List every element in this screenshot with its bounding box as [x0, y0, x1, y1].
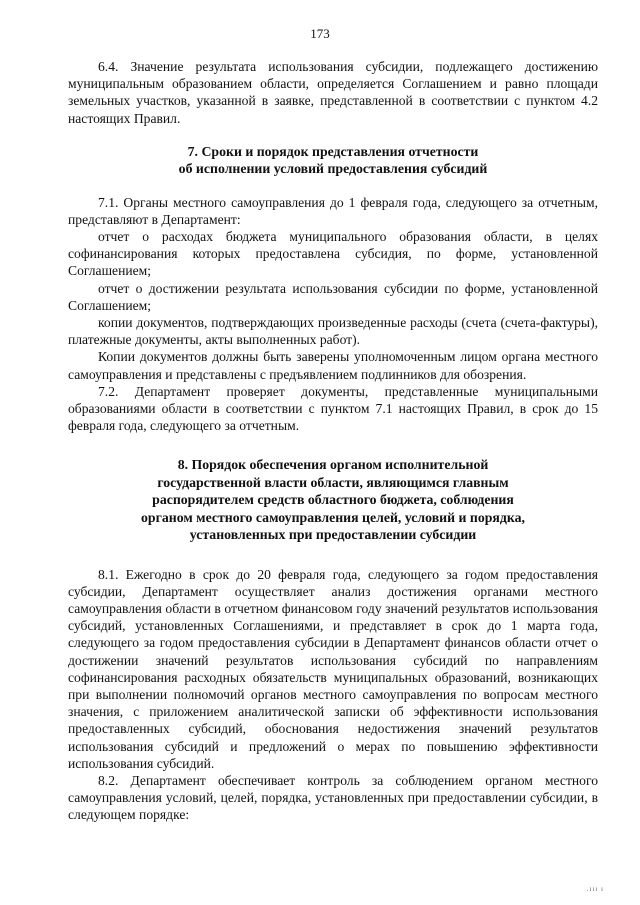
page-number: 173 — [310, 26, 330, 41]
paragraph-7-1-document-copies: копии документов, подтверждающих произведенные расходы (счета (счета-фактуры), платежные документы, акты выполненных работ). — [68, 315, 598, 348]
paragraph-7-1-certification: Копии документов должны быть заверены уполномоченным лицом органа местного самоуправления и представлены с предъявлением подлинников для обозрения. — [68, 349, 598, 382]
document-body — [68, 58, 598, 824]
paragraph-7-1-result-report: отчет о достижении результата использования субсидии по форме, установленной Соглашением; — [68, 280, 598, 313]
paragraph-8-1: 8.1. Ежегодно в срок до 20 февраля года, следующего за годом предоставления субсидии, Департамент осуществляет анализ достижения органами местного самоуправления области в отчетном финансовом году значений результатов использования субсидий, установленных Соглашениями, и представляет в срок до 1 марта года, следующего за годом предоставления субсидии в Департамент финансов области отчет о достижении значений результатов использования субсидий по направлениям софинансирования расходных обязательств муниципальных образований, возникающих при выполнении полномочий органов местного самоуправления по вопросам местного значения, с приложением аналитической записки об эффективности использования предоставленных субсидий, обоснования недостижения значений результатов использования субсидий и предложений о мерах по повышению эффективности использования субсидий. — [68, 566, 598, 771]
paragraph-7-2: 7.2. Департамент проверяет документы, представленные муниципальными образованиями области в соответствии с пунктом 7.1 настоящих Правил, в срок до 15 февраля года, следующего за отчетным. — [68, 383, 598, 434]
section-8-heading-line-5: установленных при предоставлении субсидии — [189, 527, 477, 543]
section-7-heading-line-1: 7. Сроки и порядок представления отчетности — [187, 143, 479, 159]
paragraph-7-1-expense-report: отчет о расходах бюджета муниципального образования области, в целях софинансирования которых предоставлена субсидия, по форме, установленной Соглашением; — [68, 229, 598, 279]
scan-artifact-mark: .ııı ı — [586, 885, 604, 893]
paragraph-7-1: 7.1. Органы местного самоуправления до 1 февраля года, следующего за отчетным, представляют в Департамент: — [68, 194, 598, 227]
section-8-heading-line-2: государственной власти области, являющимся главным — [157, 474, 509, 490]
section-7-heading-line-2: об исполнении условий предоставления субсидий — [178, 161, 488, 177]
section-8-heading-line-1: 8. Порядок обеспечения органом исполнительной — [177, 457, 489, 473]
paragraph-8-2: 8.2. Департамент обеспечивает контроль за соблюдением органом местного самоуправления условий, целей, порядка, установленных при предоставлении субсидии, в следующем порядке: — [68, 772, 598, 823]
paragraph-6-4: 6.4. Значение результата использования субсидии, подлежащего достижению муниципальным образованием области, определяется Соглашением и равно площади земельных участков, указанной в заявке, представленной в соответствии с пунктом 4.2 настоящих Правил. — [68, 59, 598, 126]
section-8-heading-line-3: распорядителем средств областного бюджета, соблюдения — [152, 492, 514, 508]
section-8-heading-line-4: органом местного самоуправления целей, условий и порядка, — [141, 509, 525, 525]
